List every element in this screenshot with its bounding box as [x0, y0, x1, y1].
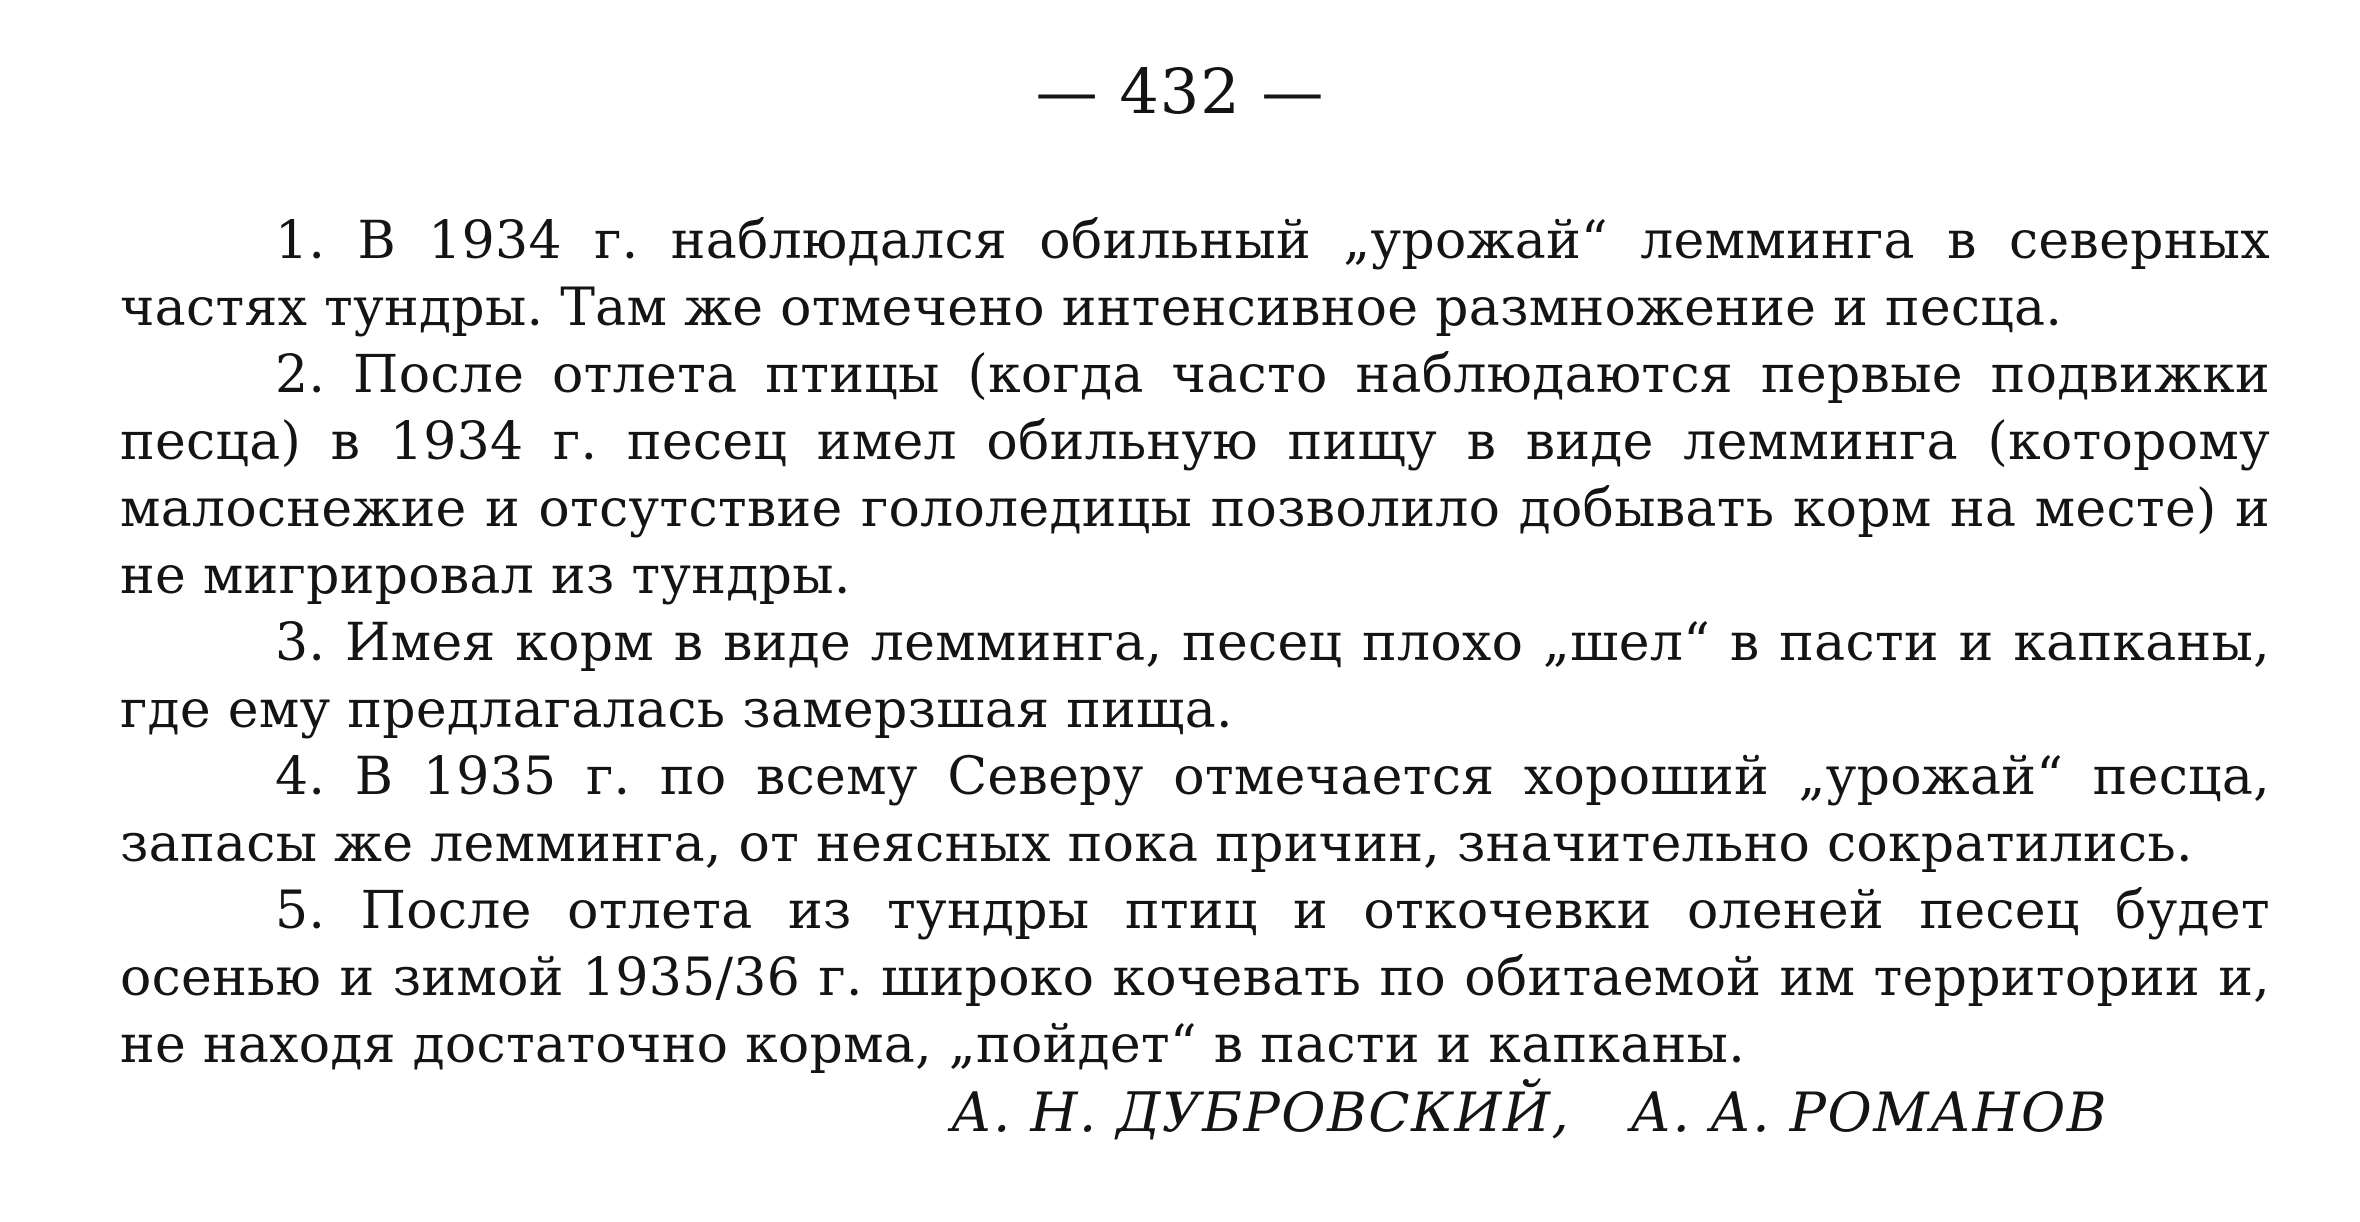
paragraph-1: 1. В 1934 г. наблюдался обильный „урожай“ лемминга в северных частях тундры. Там же отмечено интенсивное размножение и песца.: [120, 211, 2270, 338]
paragraph-3: 3. Имея корм в виде лемминга, песец плохо „шел“ в пасти и капканы, где ему предлагалась замерзшая пища.: [120, 613, 2270, 740]
body-text: [120, 208, 2270, 1079]
author-romanov: А. А. РОМАНОВ: [1630, 1081, 2108, 1144]
paragraph-5: 5. После отлета из тундры птиц и откочевки оленей песец будет осенью и зимой 1935/36 г. широко кочевать по обитаемой им территории и, не находя достаточно корма, „пойдет“ в пасти и капканы.: [120, 881, 2270, 1075]
page-number: — 432 —: [1035, 55, 1325, 128]
authors-signature: [0, 1078, 2108, 1148]
paragraph-4: 4. В 1935 г. по всему Северу отмечается хороший „урожай“ песца, запасы же лемминга, от неясных пока причин, значительно сократились.: [120, 747, 2270, 874]
author-dubrovsky: А. Н. ДУБРОВСКИЙ,: [950, 1081, 1571, 1144]
paragraph-2: 2. После отлета птицы (когда часто наблюдаются первые подвижки песца) в 1934 г. песец имел обильную пищу в виде лемминга (которому малоснежие и отсутствие гололедицы позволило добывать корм на месте) и не мигрировал из тундры.: [120, 345, 2270, 606]
